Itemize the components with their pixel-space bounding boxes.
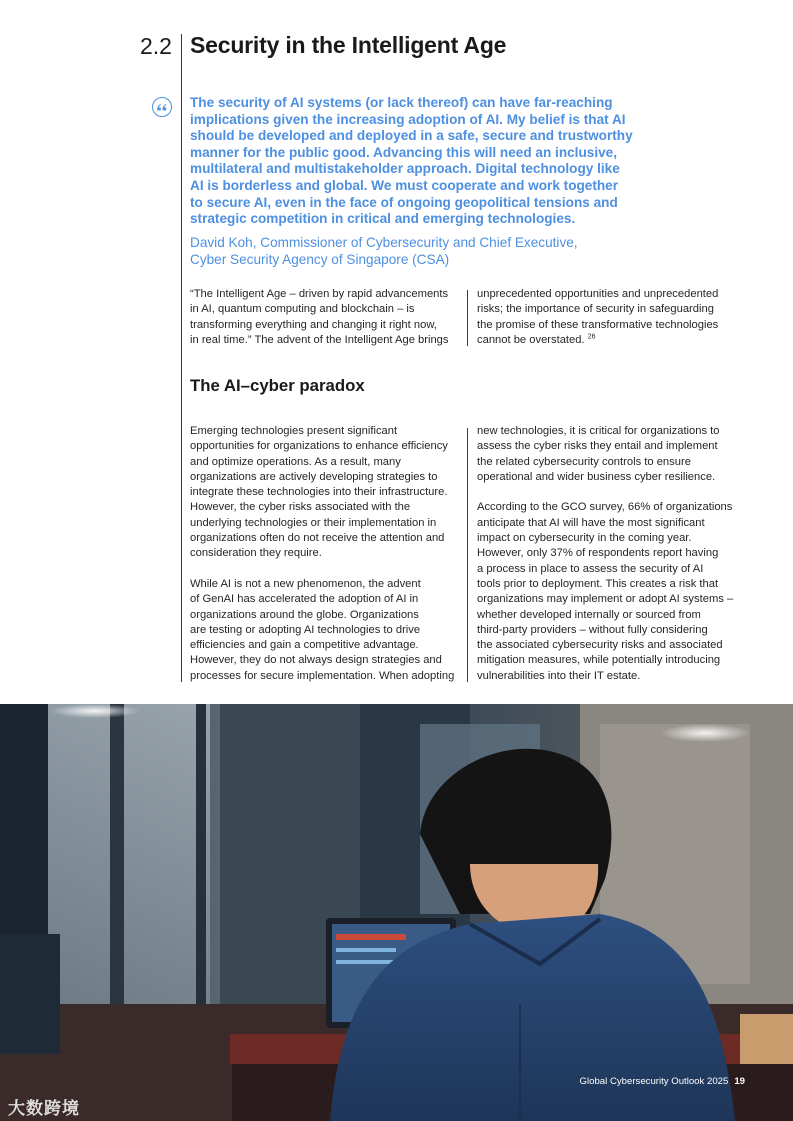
- text-line: transforming everything and changing it right now,: [190, 318, 437, 331]
- quote-line: AI is borderless and global. We must cooperate and work together: [190, 177, 619, 193]
- paradox-right-column: [477, 424, 757, 684]
- quote-line: manner for the public good. Advancing this will need an inclusive,: [190, 144, 618, 160]
- column-divider: [467, 428, 468, 682]
- text-line: of GenAI has accelerated the adoption of AI in: [190, 593, 419, 606]
- text-line: organizations may implement or adopt AI systems –: [477, 593, 734, 606]
- quote-line: multilateral and multistakeholder approach. Digital technology like: [190, 161, 620, 177]
- text-line: third-party providers – without fully considering: [477, 623, 708, 636]
- page-title: Security in the Intelligent Age: [190, 32, 507, 58]
- text-line: are testing or adopting AI technologies to drive: [190, 623, 421, 636]
- text-line: operational and wider business cyber resilience.: [477, 470, 716, 483]
- paradox-left-column: [190, 424, 465, 684]
- text-line: However, only 37% of respondents report having: [477, 547, 719, 560]
- quote-line: The security of AI systems (or lack thereof) can have far-reaching: [190, 95, 613, 110]
- text-line: a process in place to assess the security of AI: [477, 562, 704, 575]
- section-divider: [181, 34, 182, 682]
- office-photo: [0, 704, 793, 1121]
- text-line: organizations are actively developing strategies to: [190, 470, 438, 483]
- text-line: new technologies, it is critical for organizations to: [477, 425, 720, 437]
- text-line: efficiencies and gain a competitive advantage.: [190, 639, 419, 652]
- text-line: impact on cybersecurity in the coming year.: [477, 532, 692, 545]
- text-line: whether developed internally or sourced from: [477, 608, 701, 621]
- column-divider: [467, 290, 468, 346]
- text-line: and optimize operations. As a result, many: [190, 455, 401, 468]
- watermark: 大数跨境: [8, 1099, 80, 1118]
- footnote-ref[interactable]: 26: [587, 333, 596, 341]
- text-line: opportunities for organizations to enhance efficiency: [190, 440, 448, 453]
- text-line: processes for secure implementation. When adopting: [190, 669, 455, 682]
- text-line: underlying technologies or their implementation in: [190, 516, 437, 529]
- text-line: [477, 333, 757, 348]
- report-name: Global Cybersecurity Outlook 2025: [579, 1076, 729, 1087]
- text-line: assess the cyber risks they entail and implement: [477, 440, 718, 453]
- attribution-line: Cyber Security Agency of Singapore (CSA): [190, 251, 450, 267]
- text-line: While AI is not a new phenomenon, the advent: [190, 577, 421, 590]
- subsection-heading: The AI–cyber paradox: [190, 376, 365, 395]
- paragraph-gap: [477, 485, 757, 500]
- quote-line: should be developed and deployed in a safe, secure and trustworthy: [190, 128, 633, 144]
- quote-line: strategic competition in critical and emerging technologies.: [190, 211, 576, 227]
- text-line: However, the cyber risks associated with the: [190, 501, 411, 514]
- section-number: 2.2: [140, 33, 172, 59]
- text-line: the associated cybersecurity risks and associated: [477, 639, 723, 652]
- text-line: mitigation measures, while potentially introducing: [477, 654, 721, 667]
- text-line: vulnerabilities into their IT estate.: [477, 669, 641, 682]
- office-photo-illustration: [0, 704, 793, 1121]
- text-line: risks; the importance of security in safeguarding: [477, 303, 714, 316]
- intro-right-column: [477, 287, 757, 348]
- paragraph-gap: [190, 562, 465, 577]
- text-line: consideration they require.: [190, 547, 322, 560]
- text-line: in AI, quantum computing and blockchain – is: [190, 303, 415, 316]
- pull-quote: [190, 95, 640, 228]
- text-line: organizations around the globe. Organizations: [190, 608, 419, 621]
- text-fragment: cannot be overstated.: [477, 333, 585, 346]
- text-line: anticipate that AI will have the most significant: [477, 516, 705, 529]
- text-line: “The Intelligent Age – driven by rapid advancements: [190, 288, 449, 300]
- text-line: in real time.” The advent of the Intelligent Age brings: [190, 333, 449, 346]
- text-line: unprecedented opportunities and unprecedented: [477, 288, 719, 300]
- text-line: integrate these technologies into their infrastructure.: [190, 486, 448, 499]
- quote-attribution: [190, 235, 630, 268]
- text-line: Emerging technologies present significant: [190, 425, 398, 437]
- text-line: the promise of these transformative technologies: [477, 318, 719, 331]
- quote-icon: [152, 97, 172, 117]
- page-number: 19: [734, 1076, 745, 1087]
- text-line: tools prior to deployment. This creates a risk that: [477, 577, 719, 590]
- attribution-line: David Koh, Commissioner of Cybersecurity and Chief Executive,: [190, 235, 578, 250]
- text-line: According to the GCO survey, 66% of organizations: [477, 501, 733, 514]
- quote-line: implications given the increasing adoption of AI. My belief is that AI: [190, 111, 626, 127]
- text-line: the related cybersecurity controls to ensure: [477, 455, 691, 468]
- text-line: organizations often do not receive the attention and: [190, 532, 445, 545]
- intro-left-column: [190, 287, 465, 348]
- text-line: However, they do not always design strategies and: [190, 654, 442, 667]
- page-footer: [580, 1076, 745, 1087]
- quote-line: to secure AI, even in the face of ongoing geopolitical tensions and: [190, 194, 618, 210]
